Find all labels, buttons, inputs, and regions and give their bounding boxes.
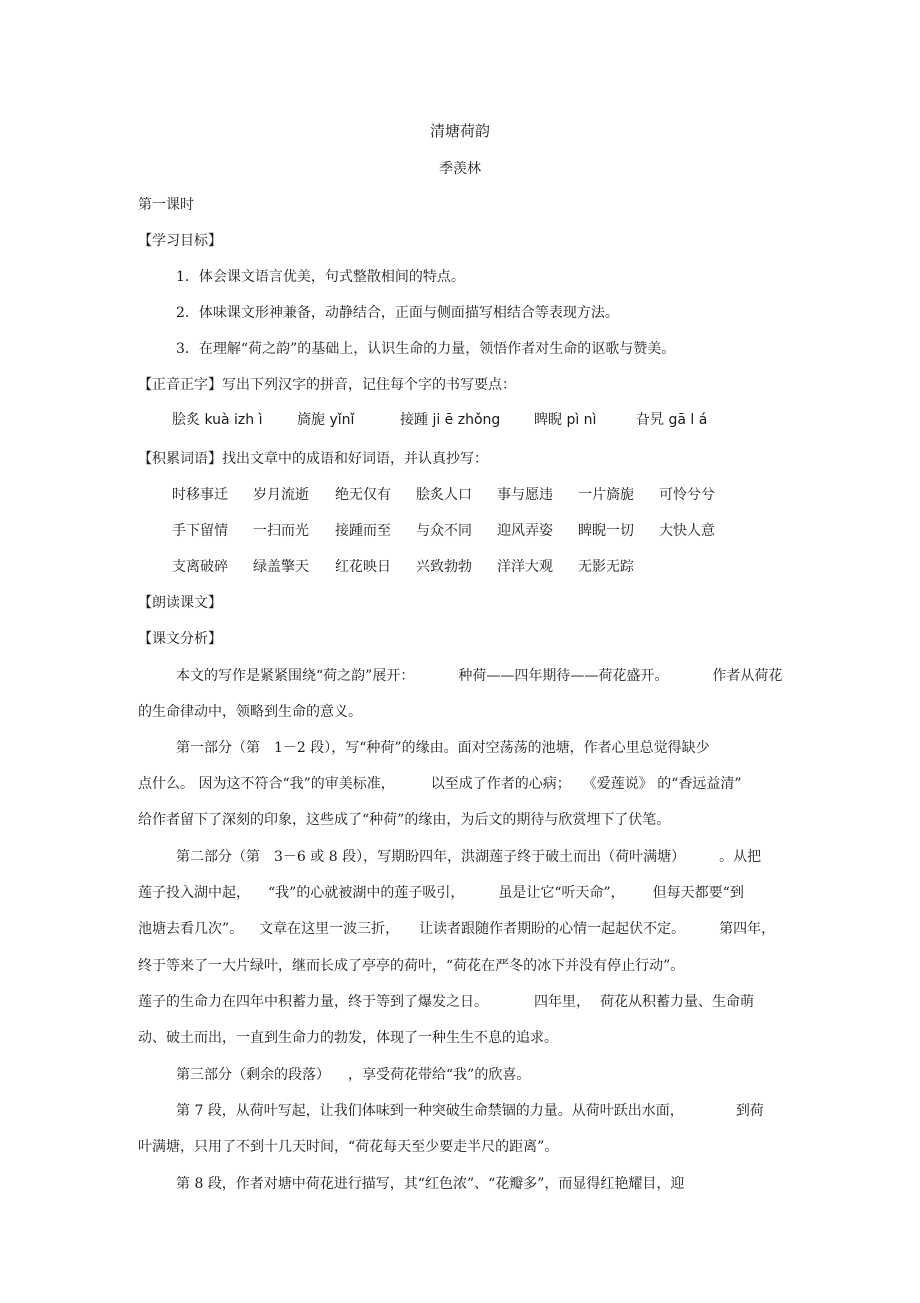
text-run: 第四年， xyxy=(719,921,776,937)
vocab-word: 岁月流逝 xyxy=(253,487,309,503)
paragraph-3-line-1 xyxy=(176,848,761,866)
text-run: 文章在这里一波三折， xyxy=(259,921,400,937)
vocab-word: 脍炙人口 xyxy=(416,487,472,503)
paragraph-3-line-2 xyxy=(138,884,744,902)
pinyin-reading: yǐnǐ xyxy=(329,412,355,428)
pinyin-reading: pì nì xyxy=(566,412,597,428)
pinyin-item xyxy=(172,411,262,429)
vocab-word: 与众不同 xyxy=(416,523,472,539)
text-run: 1－2 段），写“种荷”的缘由。面对空荡荡的池塘，作者心里总觉得缺少 xyxy=(274,740,710,756)
vocab-word: 时移事迁 xyxy=(172,487,228,503)
vocab-word: 接踵而至 xyxy=(335,523,391,539)
analysis-heading: 【课文分析】 xyxy=(138,631,222,647)
paragraph-4-line-1 xyxy=(176,1066,530,1084)
pinyin-item xyxy=(297,411,354,429)
text-run: 《爱莲说》 的“香远益清” xyxy=(582,776,742,792)
text-run: 池塘去看几次”。 xyxy=(138,921,244,937)
pinyin-chars: 旖旎 xyxy=(297,412,325,428)
vocab-word: 一片旖旎 xyxy=(578,487,634,503)
text-run: ，享受荷花带给“我”的欣喜。 xyxy=(348,1067,531,1083)
vocab-heading: 【积累词语】 xyxy=(138,451,222,467)
text-run: 第一部分（第 xyxy=(176,740,260,756)
paragraph-5-line-1 xyxy=(176,1102,764,1120)
vocab-word: 绝无仅有 xyxy=(335,487,391,503)
goal-item-3: 3．在理解“荷之韵”的基础上，认识生命的力量，领悟作者对生命的讴歌与赞美。 xyxy=(176,341,676,357)
text-run: 第 7 段，从荷叶写起，让我们体味到一种突破生命禁锢的力量。从荷叶跃出水面， xyxy=(176,1103,684,1119)
pinyin-reading: ji ē zhǒng xyxy=(432,412,501,428)
paragraph-2-line-1 xyxy=(176,739,710,757)
text-run: 作者从荷花 xyxy=(712,668,783,684)
paragraph-3-line-5 xyxy=(138,993,754,1011)
pinyin-reading: gā l á xyxy=(668,412,708,428)
goal-item-1: 1．体会课文语言优美，句式整散相间的特点。 xyxy=(176,269,465,285)
pinyin-item xyxy=(534,411,596,429)
text-run: 但每天都要“到 xyxy=(652,885,744,901)
pinyin-chars: 脍炙 xyxy=(172,412,200,428)
paragraph-3-line-3 xyxy=(138,920,775,938)
paragraph-6-line-1: 第 8 段，作者对塘中荷花进行描写，其“红色浓”、“花瓣多”，而显得红艳耀目，迎 xyxy=(176,1176,685,1192)
pinyin-heading: 【正音正字】 xyxy=(138,377,222,393)
vocab-word: 支离破碎 xyxy=(172,559,228,575)
vocab-word: 兴致勃勃 xyxy=(416,559,472,575)
vocab-word: 睥睨一切 xyxy=(578,523,634,539)
document-title: 清塘荷韵 xyxy=(429,122,490,140)
pinyin-item xyxy=(636,411,707,429)
vocab-section-line xyxy=(138,450,488,468)
text-run: 四年里， xyxy=(534,994,590,1010)
pinyin-desc: 写出下列汉字的拼音，记住每个字的书写要点： xyxy=(222,377,516,393)
vocab-word: 迎风弄姿 xyxy=(497,523,553,539)
paragraph-5-line-2: 叶满塘，只用了不到十几天时间，“荷花每天至少要走半尺的距离”。 xyxy=(138,1139,559,1155)
reading-heading: 【朗读课文】 xyxy=(138,595,222,611)
pinyin-reading: kuà izh ì xyxy=(204,412,263,428)
text-run: 第三部分（剩余的段落） xyxy=(176,1067,330,1083)
text-run: 点什么。 因为这不符合“我”的审美标准， xyxy=(138,776,395,792)
pinyin-chars: 旮旯 xyxy=(636,412,664,428)
text-run: 。从把 xyxy=(719,849,762,865)
text-run: “我”的心就被湖中的莲子吸引， xyxy=(268,885,465,901)
vocab-word: 事与愿违 xyxy=(497,487,553,503)
text-run: 第二部分（第 xyxy=(176,849,260,865)
goal-item-2: 2．体味课文形神兼备，动静结合，正面与侧面描写相结合等表现方法。 xyxy=(176,305,619,321)
text-run: 莲子投入湖中起， xyxy=(138,885,250,901)
text-run: 3－6 或 8 段），写期盼四年，洪湖莲子终于破土而出（荷叶满塘） xyxy=(274,849,686,865)
lesson-label: 第一课时 xyxy=(138,197,194,213)
text-run: 种荷——四年期待——荷花盛开。 xyxy=(458,668,669,684)
text-run: 莲子的生命力在四年中积蓄力量，终于等到了爆发之日。 xyxy=(138,994,488,1010)
vocab-desc: 找出文章中的成语和好词语，并认真抄写： xyxy=(222,451,488,467)
paragraph-2-line-2 xyxy=(138,775,742,793)
paragraph-1-line-2: 的生命律动中，领略到生命的意义。 xyxy=(138,704,362,720)
text-run: 本文的写作是紧紧围绕“荷之韵”展开： xyxy=(176,668,415,684)
vocab-word: 一扫而光 xyxy=(253,523,309,539)
vocab-word: 绿盖擎天 xyxy=(253,559,309,575)
text-run: 到荷 xyxy=(735,1103,764,1119)
paragraph-3-line-6: 动、破土而出，一直到生命力的勃发，体现了一种生生不息的追求。 xyxy=(138,1030,558,1046)
pinyin-chars: 睥睨 xyxy=(534,412,562,428)
text-run: 虽是让它“听天命”， xyxy=(498,885,625,901)
paragraph-1-line-1 xyxy=(176,667,782,685)
pinyin-item xyxy=(400,411,500,429)
document-author: 季羡林 xyxy=(439,161,481,177)
vocab-word: 无影无踪 xyxy=(578,559,634,575)
vocab-word: 红花映日 xyxy=(335,559,391,575)
vocab-word: 可怜兮兮 xyxy=(659,487,715,503)
text-run: 让读者跟随作者期盼的心情一起起伏不定。 xyxy=(419,921,686,937)
paragraph-3-line-4: 终于等来了一大片绿叶，继而长成了亭亭的荷叶，“荷花在严冬的冰下并没有停止行动”。 xyxy=(138,958,685,974)
pinyin-section-line xyxy=(138,376,516,394)
text-run: 荷花从积蓄力量、生命萌 xyxy=(600,994,754,1010)
text-run: 以至成了作者的心病； xyxy=(430,776,571,792)
vocab-word: 大快人意 xyxy=(659,523,715,539)
pinyin-chars: 接踵 xyxy=(400,412,428,428)
vocab-word: 洋洋大观 xyxy=(497,559,553,575)
paragraph-2-line-3: 给作者留下了深刻的印象，这些成了“种荷”的缘由，为后文的期待与欣赏埋下了伏笔。 xyxy=(138,812,671,828)
vocab-word: 手下留情 xyxy=(172,523,228,539)
goals-heading: 【学习目标】 xyxy=(138,233,222,249)
